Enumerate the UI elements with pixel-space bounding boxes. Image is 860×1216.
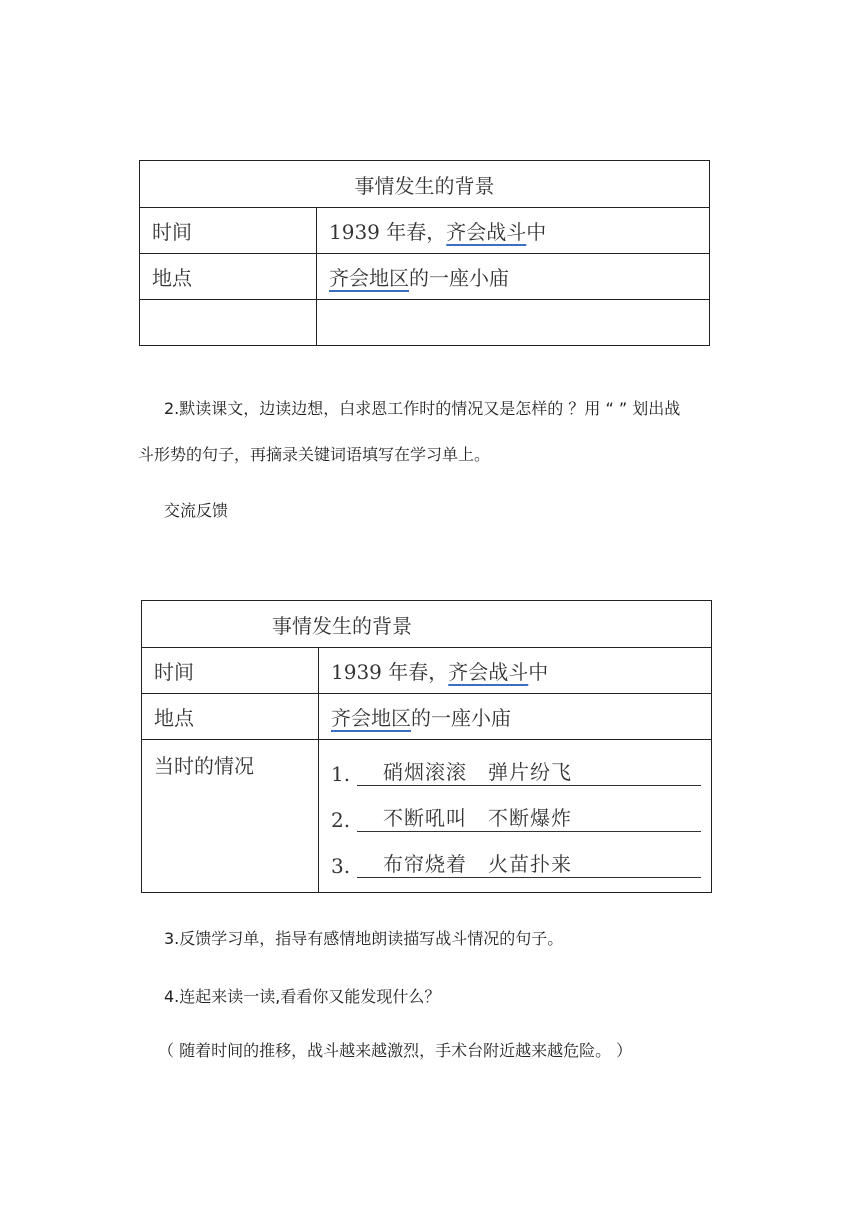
instruction-2-line1: 2.默读课文，边读边想，白求恩工作时的情况又是怎样的 ？用 “ ” 划出战 — [164, 399, 681, 418]
place-value — [317, 254, 710, 300]
place-name: 齐会地区 — [331, 706, 411, 730]
time-label: 时间 — [140, 208, 317, 254]
situation-item — [331, 786, 701, 832]
table-row — [142, 694, 712, 740]
instruction-4: 4.连起来读一读,看看你又能发现什么？ — [164, 987, 441, 1006]
table-row-situation — [142, 740, 712, 893]
item-answer[interactable]: 硝烟滚滚 弹片纷飞 — [357, 759, 701, 786]
instruction-2-line2: 斗形势的句子，再摘录关键词语填写在学习单上。 — [138, 445, 491, 464]
exchange-label: 交流反馈 — [164, 501, 229, 520]
table-row — [140, 254, 710, 300]
time-year: 1939 年春， — [331, 660, 449, 684]
background-table-blank — [139, 160, 710, 346]
item-number: 3. — [331, 854, 351, 878]
situation-item — [331, 740, 701, 786]
table-row-empty — [140, 300, 710, 346]
time-value — [319, 648, 712, 694]
table-header: 事情发生的背景 — [140, 161, 710, 208]
answer-summary: （ 随着时间的推移，战斗越来越激烈，手术台附近越来越危险。 ） — [158, 1041, 633, 1060]
time-year: 1939 年春， — [329, 220, 447, 244]
table-row — [140, 208, 710, 254]
item-answer[interactable]: 布帘烧着 火苗扑来 — [357, 851, 701, 878]
place-name: 齐会地区 — [329, 266, 409, 290]
blank-value-cell[interactable] — [317, 300, 710, 346]
place-suffix: 的一座小庙 — [409, 266, 509, 290]
place-suffix: 的一座小庙 — [411, 706, 511, 730]
item-number: 2. — [331, 808, 351, 832]
table-row — [142, 648, 712, 694]
table-header: 事情发生的背景 — [142, 601, 712, 648]
battle-name: 齐会战斗 — [446, 220, 527, 244]
instruction-3: 3.反馈学习单，指导有感情地朗读描写战斗情况的句子。 — [164, 929, 564, 948]
place-value — [319, 694, 712, 740]
situation-value — [319, 740, 712, 893]
background-table-filled — [141, 600, 712, 893]
place-label: 地点 — [142, 694, 319, 740]
time-suffix: 中 — [526, 220, 547, 244]
time-label: 时间 — [142, 648, 319, 694]
place-label: 地点 — [140, 254, 317, 300]
item-answer[interactable]: 不断吼叫 不断爆炸 — [357, 805, 701, 832]
time-value — [317, 208, 710, 254]
blank-label-cell[interactable] — [140, 300, 317, 346]
time-suffix: 中 — [528, 660, 549, 684]
situation-item — [331, 832, 701, 878]
battle-name: 齐会战斗 — [448, 660, 529, 684]
situation-label: 当时的情况 — [142, 740, 319, 893]
item-number: 1. — [331, 762, 351, 786]
